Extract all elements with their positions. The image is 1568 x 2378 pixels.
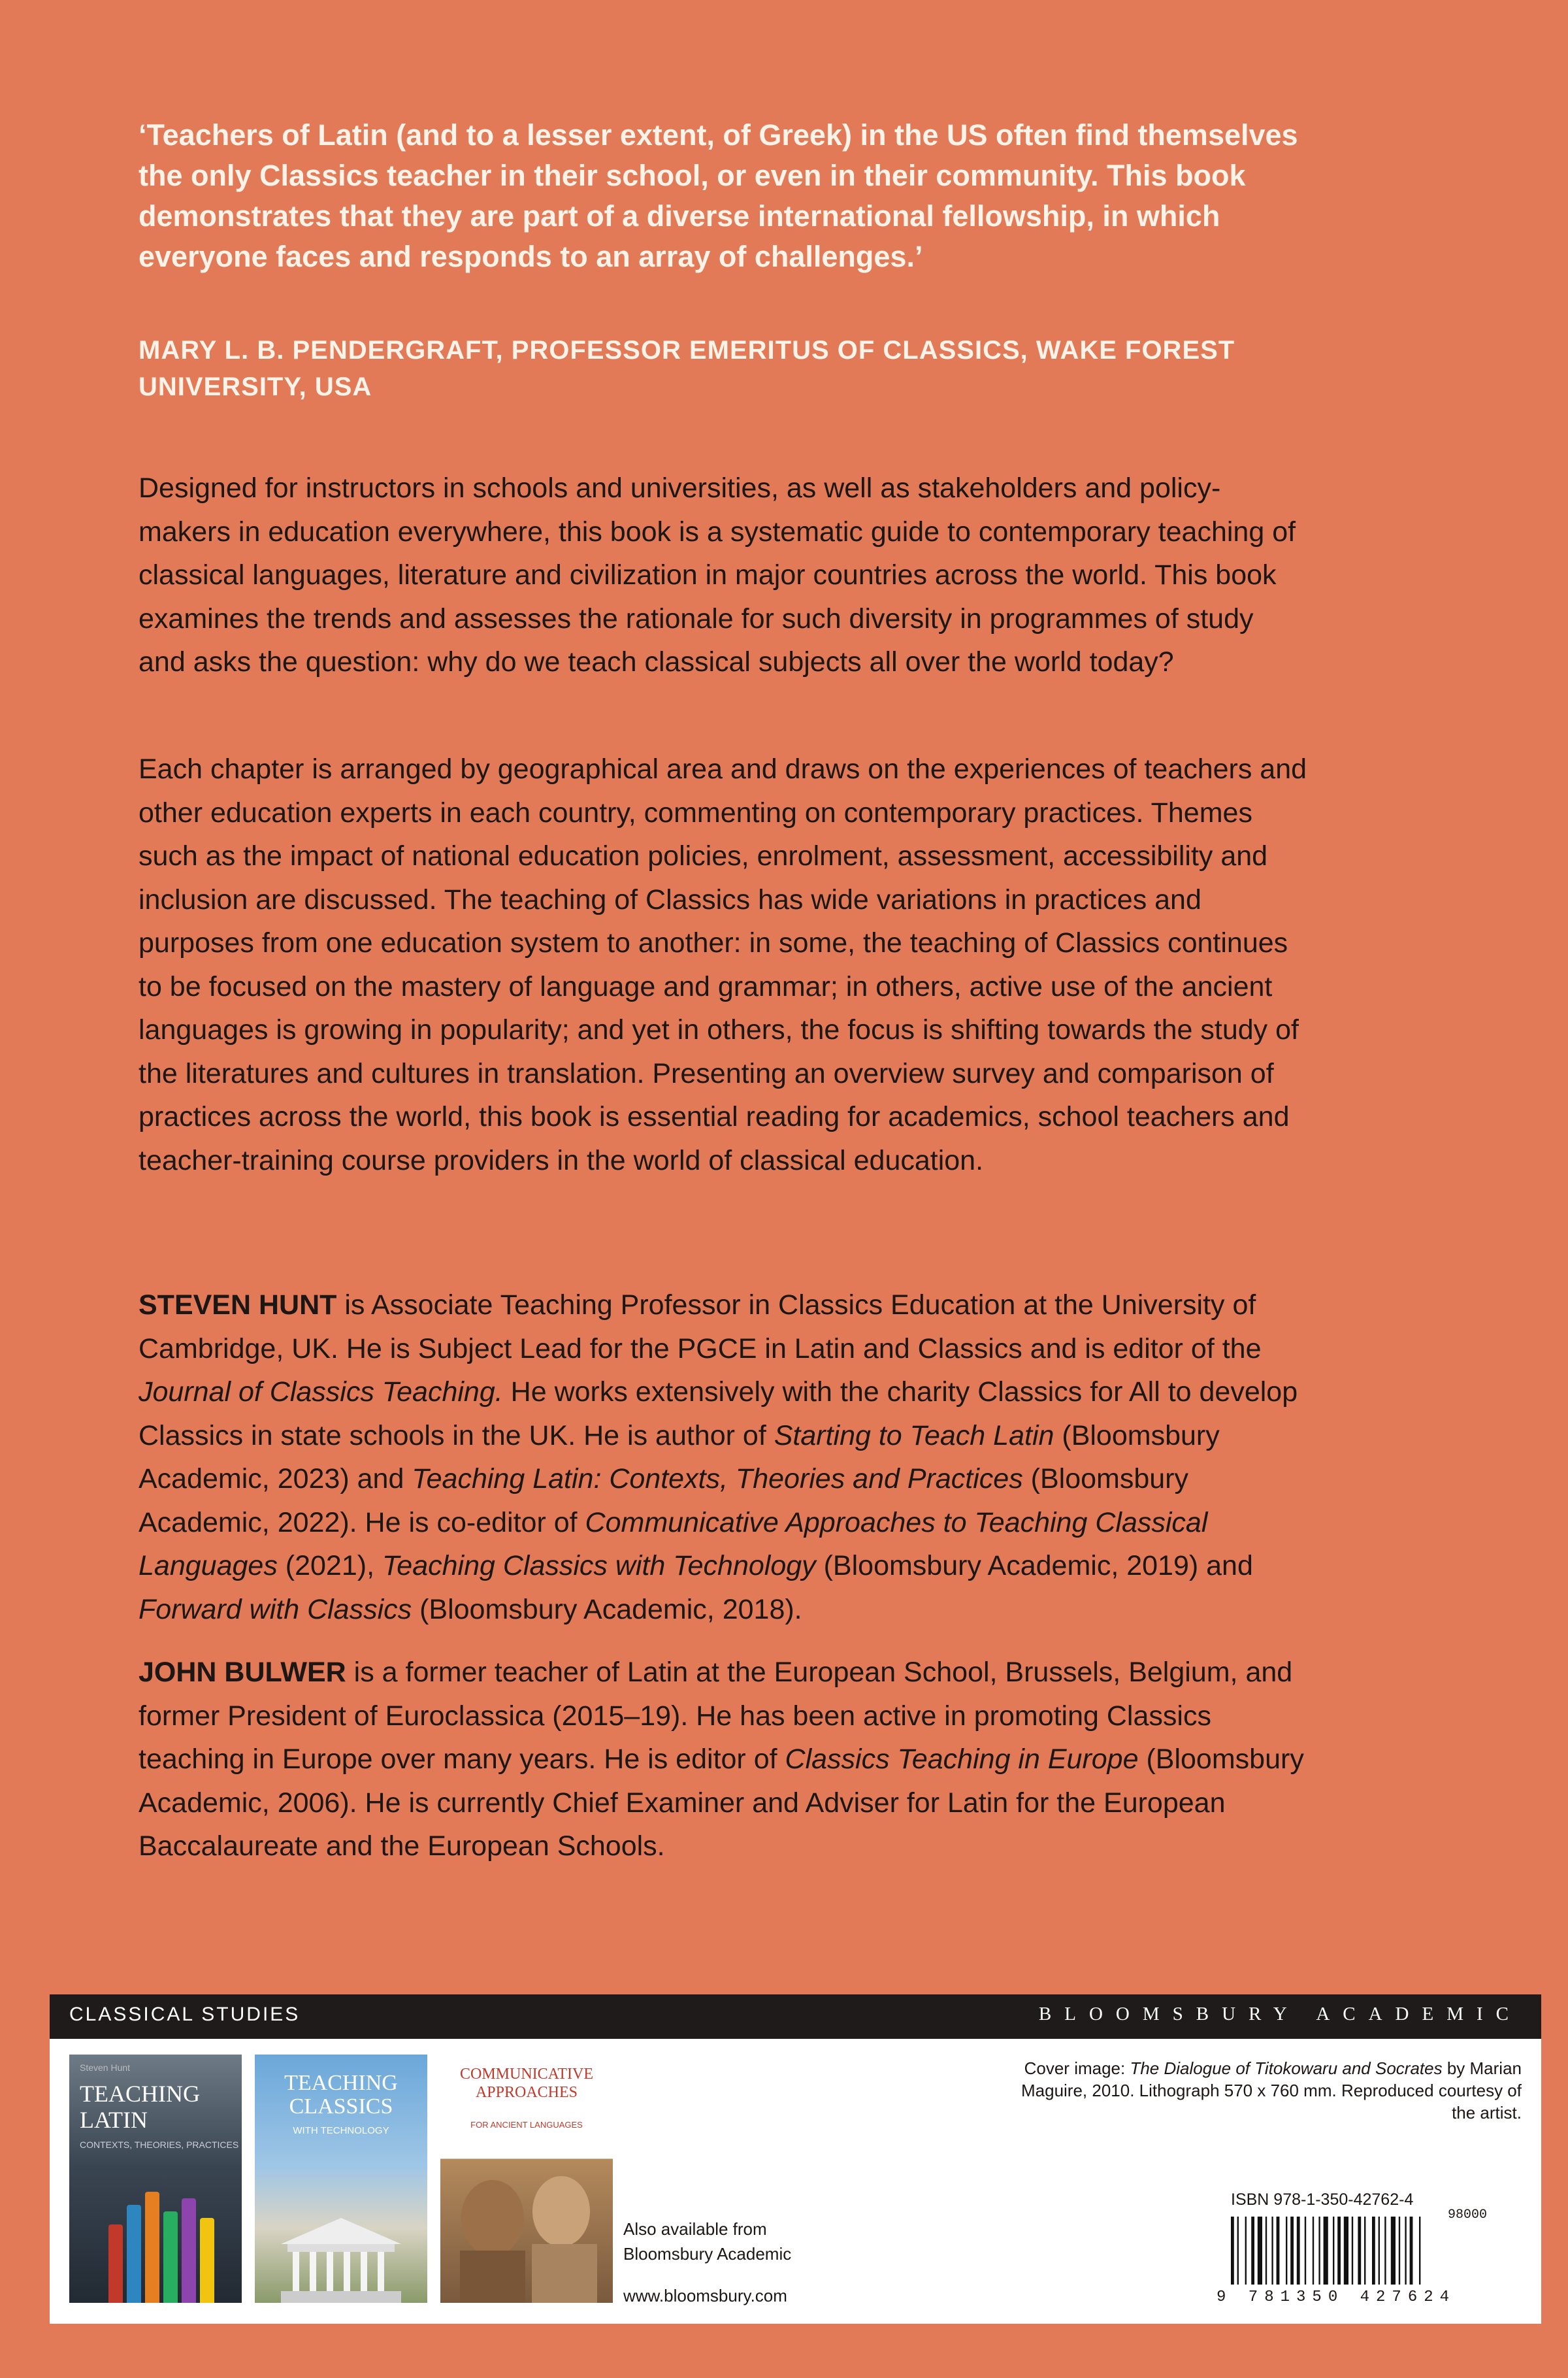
- publisher-website: www.bloomsbury.com: [623, 2286, 787, 2305]
- bio-title: Journal of Classics Teaching.: [139, 1376, 503, 1408]
- pencils-illustration: [108, 2172, 226, 2303]
- barcode-bar: [1318, 2217, 1320, 2285]
- bio-text: (Bloomsbury Academic, 2022). He is co-editor of: [139, 1463, 1188, 1538]
- barcode-bar: [1391, 2217, 1396, 2285]
- bio-title: Starting to Teach Latin: [774, 1419, 1054, 1451]
- cover-image-credit: [999, 2057, 1522, 2124]
- barcode-bar: [1344, 2217, 1348, 2285]
- barcode-digits: 9 781350 427624: [1217, 2288, 1456, 2306]
- credit-text: by Marian Maguire, 2010. Lithograph 570 x 760 mm. Reproduced courtesy of the artist.: [1021, 2058, 1522, 2122]
- credit-artwork-title: The Dialogue of Titokowaru and Socrates: [1130, 2058, 1443, 2078]
- barcode-bar: [1266, 2217, 1267, 2285]
- barcode-bar: [1305, 2217, 1306, 2285]
- bio-title: Teaching Latin: Contexts, Theories and Practices: [412, 1463, 1023, 1495]
- bio-text: is a former teacher of Latin at the European School, Brussels, Belgium, and former President of Euroclassica (2015–19). He has been active in promoting Classics teaching in Europe over many years. He is editor of: [139, 1657, 1293, 1775]
- bio-text: (Bloomsbury Academic, 2018).: [412, 1593, 802, 1625]
- barcode-bar: [1237, 2217, 1239, 2285]
- back-cover-footer: [50, 1994, 1541, 2324]
- endorsement-attribution: MARY L. B. PENDERGRAFT, PROFESSOR EMERITUS OF CLASSICS, WAKE FOREST UNIVERSITY, USA: [139, 336, 1235, 401]
- credit-text: Cover image:: [1024, 2058, 1130, 2078]
- statues-illustration: [440, 2159, 613, 2303]
- barcode-bar: [1290, 2217, 1294, 2285]
- barcode-bar: [1379, 2217, 1380, 2285]
- barcode-bar: [1333, 2217, 1334, 2285]
- temple-illustration: [255, 2172, 427, 2303]
- related-book-communicative-approaches: [440, 2055, 613, 2303]
- barcode-bar: [1405, 2217, 1406, 2285]
- barcode: [1231, 2217, 1505, 2285]
- barcode-bar: [1358, 2217, 1361, 2285]
- barcode-bar: [1410, 2217, 1413, 2285]
- thumb-subtitle: WITH TECHNOLOGY: [293, 2125, 389, 2136]
- series-bar: [50, 1994, 1541, 2039]
- thumb-title: TEACHING CLASSICS: [284, 2071, 398, 2119]
- thumb-title: TEACHING LATIN: [80, 2081, 200, 2133]
- author-name-hunt: STEVEN HUNT: [139, 1289, 337, 1321]
- barcode-bar: [1271, 2217, 1273, 2285]
- barcode-bar: [1419, 2217, 1420, 2285]
- barcode-bar: [1245, 2217, 1247, 2285]
- thumb-author: Steven Hunt: [80, 2062, 131, 2073]
- bio-title: Forward with Classics: [139, 1593, 412, 1625]
- barcode-bar: [1399, 2217, 1400, 2285]
- bio-text: is Associate Teaching Professor in Classics Education at the University of Cambridge, UK. He is Subject Lead for the PGCE in Latin and Classics and is editor of the: [139, 1289, 1262, 1364]
- bio-text: (2021),: [277, 1550, 382, 1581]
- thumb-subtitle: FOR ANCIENT LANGUAGES: [470, 2120, 583, 2130]
- bio-text: He works extensively with the charity Classics for All to develop Classics in state schools in the UK. He is author of: [139, 1376, 1298, 1451]
- author-bio-hunt: [139, 1283, 1308, 1631]
- barcode-bar: [1372, 2217, 1375, 2285]
- bio-text: (Bloomsbury Academic, 2019) and: [815, 1550, 1253, 1581]
- related-book-teaching-classics-technology: [255, 2055, 427, 2303]
- bio-title: Teaching Classics with Technology: [382, 1550, 816, 1581]
- related-book-teaching-latin: [69, 2055, 242, 2303]
- barcode-bar: [1384, 2217, 1386, 2285]
- thumb-subtitle: CONTEXTS, THEORIES, PRACTICES: [80, 2139, 239, 2150]
- isbn: ISBN 978-1-350-42762-4: [1231, 2190, 1414, 2209]
- thumb-title: COMMUNICATIVE APPROACHES: [460, 2066, 593, 2101]
- blurb-paragraph-1: Designed for instructors in schools and universities, as well as stakeholders and policy-makers in education everywhere, this book is a systematic guide to contemporary teaching of classical languages, literature and civilization in major countries across the world. This book examines the trends and assesses the rationale for such diversity in programmes of study and asks the question: why do we teach classical subjects all over the world today?: [139, 472, 1296, 678]
- bio-text: (Bloomsbury Academic, 2023) and: [139, 1419, 1220, 1495]
- series-label: CLASSICAL STUDIES: [69, 2004, 301, 2025]
- barcode-bar: [1277, 2217, 1280, 2285]
- barcode-price-code: 98000: [1448, 2207, 1488, 2222]
- endorsement-quote: ‘Teachers of Latin (and to a lesser extent, of Greek) in the US often find themselves the only Classics teacher in their school, or even in their community. This book demonstrates that they are part of a diverse international fellowship, in which everyone faces and responds to an array of challenges.’: [139, 118, 1298, 273]
- barcode-bar: [1231, 2217, 1234, 2285]
- barcode-bar: [1258, 2217, 1262, 2285]
- blurb-paragraph-2: Each chapter is arranged by geographical area and draws on the experiences of teachers and other education experts in each country, commenting on contemporary practices. Themes such as the impact of national education policies, enrolment, assessment, accessibility and inclusion are discussed. The teaching of Classics has wide variations in practices and purposes from one education system to another: in some, the teaching of Classics continues to be focused on the mastery of language and grammar; in others, active use of the ancient languages is growing in popularity; and yet in others, the focus is shifting towards the study of the literatures and cultures in translation. Presenting an overview survey and comparison of practices across the world, this book is essential reading for academics, school teachers and teacher-training course providers in the world of classical education.: [139, 753, 1307, 1176]
- author-name-bulwer: JOHN BULWER: [139, 1657, 346, 1688]
- barcode-bar: [1251, 2217, 1254, 2285]
- barcode-bar: [1337, 2217, 1341, 2285]
- barcode-bar: [1313, 2217, 1314, 2285]
- bio-text: (Bloomsbury Academic, 2006). He is currently Chief Examiner and Adviser for Latin for the European Baccalaureate and the European Schools.: [139, 1743, 1304, 1862]
- barcode-bar: [1324, 2217, 1328, 2285]
- barcode-bar: [1352, 2217, 1353, 2285]
- also-available-text: Also available from Bloomsbury Academic: [623, 2219, 792, 2264]
- barcode-bar: [1297, 2217, 1300, 2285]
- author-bio-bulwer: [139, 1651, 1308, 1868]
- publisher-label: BLOOMSBURY ACADEMIC: [1038, 2004, 1522, 2024]
- bio-title: Classics Teaching in Europe: [785, 1743, 1139, 1775]
- barcode-bar: [1364, 2217, 1365, 2285]
- bio-title: Communicative Approaches to Teaching Classical Languages: [139, 1506, 1208, 1581]
- barcode-bar: [1286, 2217, 1287, 2285]
